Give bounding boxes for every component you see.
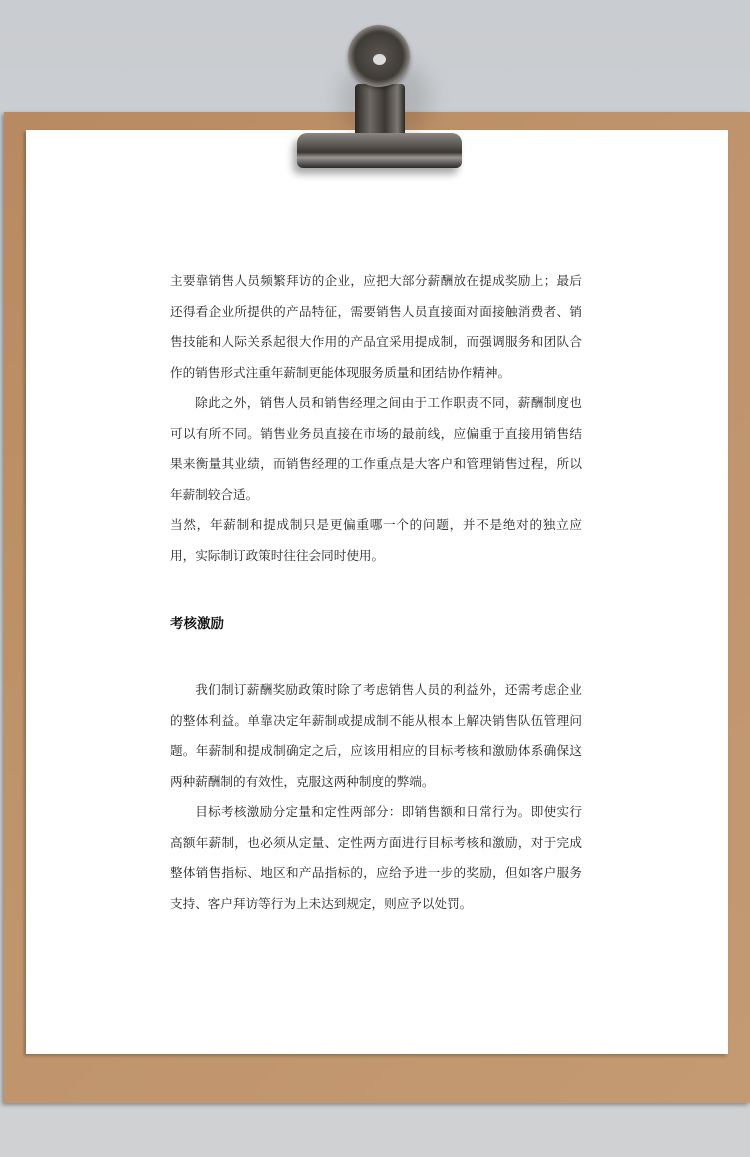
paragraph: 主要靠销售人员频繁拜访的企业，应把大部分薪酬放在提成奖励上；最后还得看企业所提供的产品特征，需要销售人员直接面对面接触消费者、销售技能和人际关系起很大作用的产品宜采用提成制，而强调服务和团队合作的销售形式注重年薪制更能体现服务质量和团结协作精神。: [170, 273, 582, 380]
binder-clip-hole: [373, 54, 386, 65]
binder-clip-jaw: [297, 133, 462, 168]
paragraph: 目标考核激励分定量和定性两部分：即销售额和日常行为。即使实行高额年薪制，也必须从定量、定性两方面进行目标考核和激励，对于完成整体销售指标、地区和产品指标的，应给予进一步的奖励，但如客户服务支持、客户拜访等行为上未达到规定，则应予以处罚。: [170, 804, 582, 911]
paragraph: 当然，年薪制和提成制只是更偏重哪一个的问题，并不是绝对的独立应用，实际制订政策时往往会同时使用。: [170, 517, 582, 563]
binder-clip-neck: [355, 84, 405, 139]
paragraph: 我们制订薪酬奖励政策时除了考虑销售人员的利益外，还需考虑企业的整体利益。单靠决定年薪制或提成制不能从根本上解决销售队伍管理问题。年薪制和提成制确定之后，应该用相应的目标考核和激励体系确保这两种薪酬制的有效性，克服这两种制度的弊端。: [170, 682, 582, 789]
document-body: [170, 266, 582, 919]
section-heading: 考核激励: [170, 616, 224, 632]
paragraph: 除此之外，销售人员和销售经理之间由于工作职责不同，薪酬制度也可以有所不同。销售业务员直接在市场的最前线，应偏重于直接用销售结果来衡量其业绩，而销售经理的工作重点是大客户和管理销售过程，所以年薪制较合适。: [170, 395, 582, 502]
